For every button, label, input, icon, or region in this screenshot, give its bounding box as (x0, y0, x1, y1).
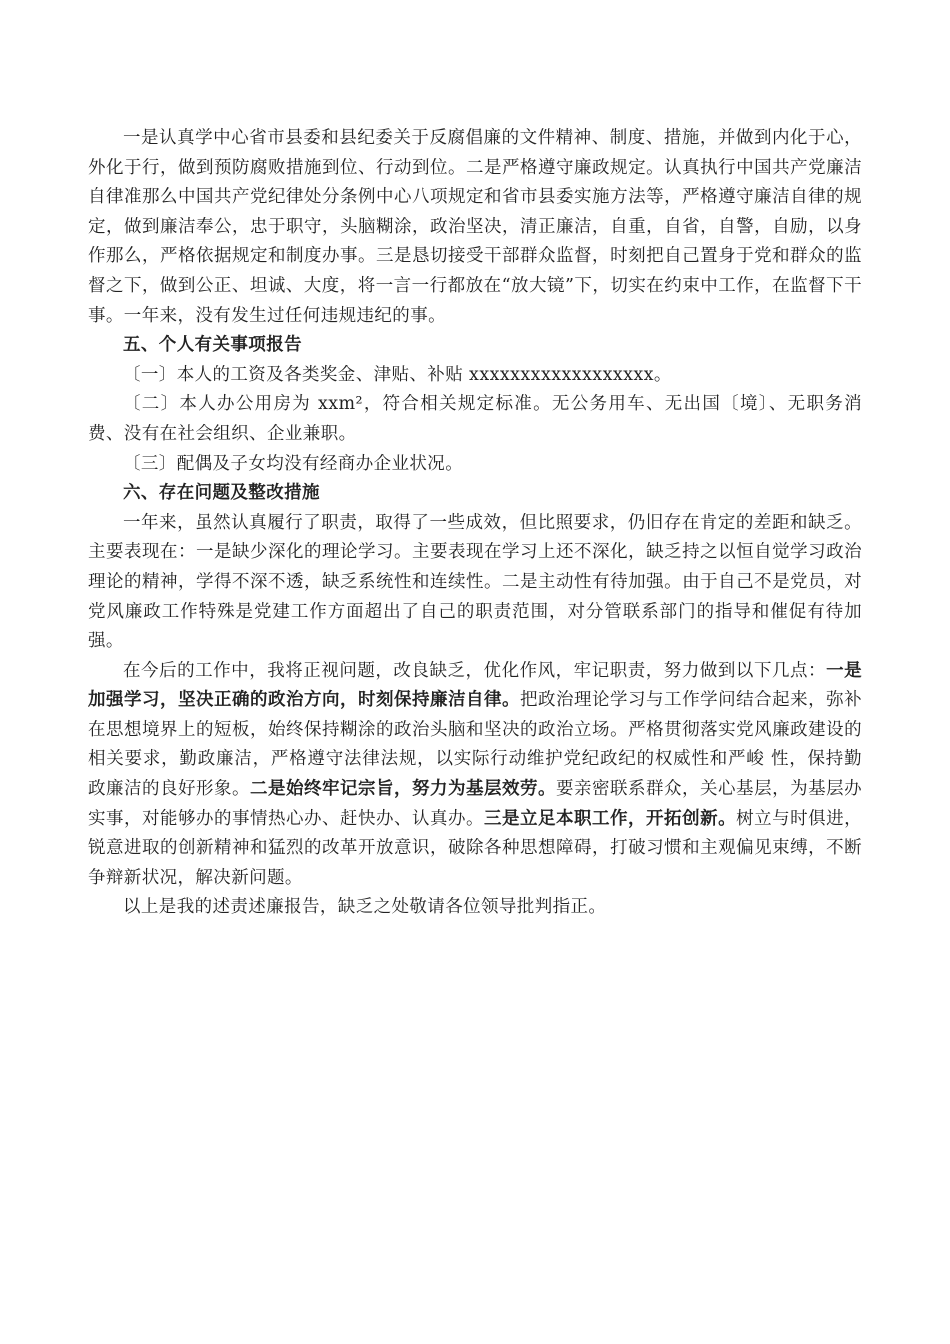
section-heading-problems: 六、存在问题及整改措施 (123, 483, 320, 504)
paragraph-closing: 以上是我的述责述廉报告，缺乏之处敬请各位领导批判指正。 (123, 897, 607, 918)
paragraph-improvement-plan (88, 657, 862, 894)
plan-point-2-text: 要亲密联系群众，关心基层，为基层办实事，对能够办的事情热心办、赶快办、认真办。 (88, 779, 862, 829)
section-heading-personal-matters: 五、个人有关事项报告 (123, 335, 302, 356)
plan-point-1-text: 把政治理论学习与工作学问结合起来，弥补在思想境界上的短板，始终保持糊涂的政治头脑和坚决的政治立场。严格贯彻落实党风廉政建设的相关要求，勤政廉洁，严格遵守法律法规，以实际行动维护党纪政纪的权威性和严峻 性，保持勤政廉洁的良好形象。 (88, 690, 862, 800)
plan-point-2: 二是始终牢记宗旨，努力为基层效劳。 (250, 779, 557, 800)
paragraph-problems: 一年来，虽然认真履行了职责，取得了一些成效，但比照要求，仍旧存在肯定的差距和缺乏。主要表现在：一是缺少深化的理论学习。主要表现在学习上还不深化，缺乏持之以恒自觉学习政治理论的精神，学得不深不透，缺乏系统性和连续性。二是主动性有待加强。由于自己不是党员，对党风廉政工作特殊是党建工作方面超出了自己的职责范围，对分管联系部门的指导和催促有待加强。 (88, 512, 862, 652)
personal-matter-item-1: 〔一〕本人的工资及各类奖金、津贴、补贴 xxxxxxxxxxxxxxxxxx。 (123, 364, 672, 385)
document-body (88, 124, 862, 923)
paragraph-integrity-measures: 一是认真学中心省市县委和县纪委关于反腐倡廉的文件精神、制度、措施，并做到内化于心，外化于行，做到预防腐败措施到位、行动到位。二是严格遵守廉政规定。认真执行中国共产党廉洁自律准那么中国共产党纪律处分条例中心八项规定和省市县委实施方法等，严格遵守廉洁自律的规定，做到廉洁奉公，忠于职守，头脑糊涂，政治坚决，清正廉洁，自重，自省，自警，自励，以身作那么，严格依据规定和制度办事。三是恳切接受干部群众监督，时刻把自己置身于党和群众的监督之下，做到公正、坦诚、大度，将一言一行都放在“放大镜”下，切实在约束中工作，在监督下干事。一年来，没有发生过任何违规违纪的事。 (88, 128, 862, 326)
plan-intro: 在今后的工作中，我将正视问题，改良缺乏，优化作风，牢记职责，努力做到以下几点： (123, 660, 827, 681)
plan-point-3-text: 树立与时俱进，锐意进取的创新精神和猛烈的改革开放意识，破除各种思想障碍，打破习惯和主观偏见束缚，不断争辩新状况，解决新问题。 (88, 808, 862, 888)
plan-point-3: 三是立足本职工作，开拓创新。 (484, 808, 737, 829)
personal-matter-item-2: 〔二〕本人办公用房为 xxm²，符合相关规定标准。无公务用车、无出国〔境〕、无职务消费、没有在社会组织、企业兼职。 (88, 394, 862, 444)
plan-point-1: 一是加强学习，坚决正确的政治方向，时刻保持廉洁自律。 (88, 660, 862, 711)
personal-matter-item-3: 〔三〕配偶及子女均没有经商办企业状况。 (123, 453, 464, 474)
